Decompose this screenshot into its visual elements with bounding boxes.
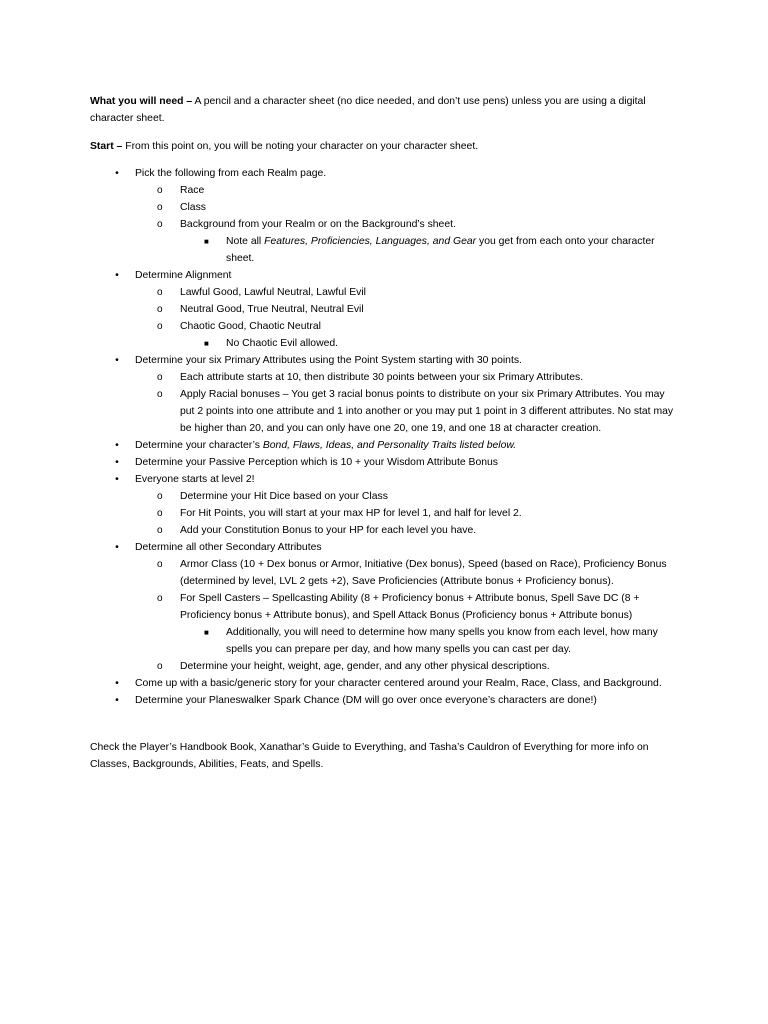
steps-list (90, 165, 680, 709)
list-item-traits (90, 437, 680, 454)
list-item-story (90, 675, 680, 692)
spell-sublist (180, 624, 680, 658)
circle-marker: o (157, 372, 163, 383)
bullet-marker: • (115, 695, 119, 706)
story-text: Come up with a basic/generic story for your character centered around your Realm, Race, Class, and Background. (135, 678, 662, 689)
no-chaotic-evil-text: No Chaotic Evil allowed. (226, 338, 339, 349)
spells-known-text: Additionally, you will need to determine how many spells you know from each level, how many spells you can prepare per day, and how many spells you can cast per day. (226, 627, 658, 655)
pick-text: Pick the following from each Realm page. (135, 168, 327, 179)
circle-marker: o (157, 508, 163, 519)
list-item-level (90, 471, 680, 539)
chaotic-sublist (180, 335, 680, 352)
spark-text: Determine your Planeswalker Spark Chance (DM will go over once everyone’s characters are done!) (135, 695, 597, 706)
bullet-marker: • (115, 678, 119, 689)
hit-dice-text: Determine your Hit Dice based on your Class (180, 491, 388, 502)
square-marker: ■ (204, 237, 209, 246)
circle-marker: o (157, 491, 163, 502)
list-item-physical (135, 658, 680, 675)
list-item-attributes (90, 352, 680, 437)
circle-marker: o (157, 389, 163, 400)
list-item-spells-known (180, 624, 680, 658)
traits-emphasis: Bond, Flaws, Ideas, and Personality Traits listed below. (262, 440, 517, 451)
attributes-sublist (135, 369, 680, 437)
square-marker: ■ (204, 339, 209, 348)
list-item-hit-dice (135, 488, 680, 505)
secondary-text: Determine all other Secondary Attributes (135, 542, 322, 553)
list-item-spell-casters (135, 590, 680, 658)
pick-sublist (135, 182, 680, 267)
note-emphasis: Features, Proficiencies, Languages, and Gear (264, 236, 477, 247)
start-text: From this point on, you will be noting your character on your character sheet. (122, 141, 479, 152)
bullet-marker: • (115, 457, 119, 468)
circle-marker: o (157, 321, 163, 332)
class-text: Class (180, 202, 206, 213)
circle-marker: o (157, 219, 163, 230)
note-pre: Note all (226, 236, 265, 247)
start-label: Start – (90, 141, 123, 152)
background-text: Background from your Realm or on the Background’s sheet. (180, 219, 456, 230)
list-item-hit-points (135, 505, 680, 522)
spell-casters-text: For Spell Casters – Spellcasting Ability (8 + Proficiency bonus + Attribute bonus, Spell Save DC (8 + Proficiency bonus + Attribute bonus), and Spell Attack Bonus (Proficiency bonus + Attribute bonus) (180, 593, 640, 621)
attributes-text: Determine your six Primary Attributes using the Point System starting with 30 points. (135, 355, 522, 366)
square-marker: ■ (204, 628, 209, 637)
list-item-background (135, 216, 680, 267)
bullet-marker: • (115, 168, 119, 179)
circle-marker: o (157, 304, 163, 315)
each-attribute-text: Each attribute starts at 10, then distribute 30 points between your six Primary Attributes. (180, 372, 584, 383)
secondary-sublist (135, 556, 680, 675)
list-item-no-chaotic-evil (180, 335, 680, 352)
bullet-marker: • (115, 355, 119, 366)
list-item-each-attribute (135, 369, 680, 386)
lawful-text: Lawful Good, Lawful Neutral, Lawful Evil (180, 287, 366, 298)
list-item-secondary (90, 539, 680, 675)
list-item-alignment (90, 267, 680, 352)
circle-marker: o (157, 661, 163, 672)
list-item-constitution (135, 522, 680, 539)
circle-marker: o (157, 287, 163, 298)
level-sublist (135, 488, 680, 539)
traits-pre: Determine your character’s (135, 440, 263, 451)
list-item-armor-class (135, 556, 680, 590)
list-item-note-all (180, 233, 680, 267)
list-item-racial-bonus (135, 386, 680, 437)
constitution-text: Add your Constitution Bonus to your HP for each level you have. (180, 525, 477, 536)
circle-marker: o (157, 202, 163, 213)
list-item-race (135, 182, 680, 199)
bullet-marker: • (115, 270, 119, 281)
list-item-chaotic (135, 318, 680, 352)
bullet-marker: • (115, 474, 119, 485)
list-item-lawful (135, 284, 680, 301)
circle-marker: o (157, 593, 163, 604)
armor-class-text: Armor Class (10 + Dex bonus or Armor, Initiative (Dex bonus), Speed (based on Race), Proficiency Bonus (determined by level, LVL 2 gets +2), Save Proficiencies (Attribute bonus + Proficiency bonus). (180, 559, 667, 587)
list-item-perception (90, 454, 680, 471)
list-item-neutral (135, 301, 680, 318)
bullet-marker: • (115, 440, 119, 451)
alignment-text: Determine Alignment (135, 270, 232, 281)
bullet-marker: • (115, 542, 119, 553)
circle-marker: o (157, 525, 163, 536)
list-item-spark (90, 692, 680, 709)
closing-paragraph: Check the Player’s Handbook Book, Xanathar’s Guide to Everything, and Tasha’s Cauldron of Everything for more info on Classes, Backgrounds, Abilities, Feats, and Spells. (90, 742, 649, 770)
what-you-need-paragraph (90, 93, 680, 127)
racial-bonus-text: Apply Racial bonuses – You get 3 racial bonus points to distribute on your six Primary Attributes. You may put 2 points into one attribute and 1 into another or you may put 1 point in 3 different attributes. No stat may be higher than 20, and you can only have one 20, one 19, and one 18 at character creation. (180, 389, 674, 434)
alignment-sublist (135, 284, 680, 352)
circle-marker: o (157, 185, 163, 196)
circle-marker: o (157, 559, 163, 570)
level-text: Everyone starts at level 2! (135, 474, 255, 485)
physical-text: Determine your height, weight, age, gender, and any other physical descriptions. (180, 661, 550, 672)
document-body (90, 93, 680, 773)
list-item-pick (90, 165, 680, 267)
start-paragraph (90, 138, 680, 155)
perception-text: Determine your Passive Perception which is 10 + your Wisdom Attribute Bonus (135, 457, 498, 468)
hit-points-text: For Hit Points, you will start at your max HP for level 1, and half for level 2. (180, 508, 522, 519)
note-post: you get from each onto your character sheet. (226, 236, 655, 264)
race-text: Race (180, 185, 205, 196)
what-you-need-label: What you will need – (90, 96, 193, 107)
neutral-text: Neutral Good, True Neutral, Neutral Evil (180, 304, 364, 315)
what-you-need-text: A pencil and a character sheet (no dice needed, and don’t use pens) unless you are using a digital character sheet. (90, 96, 646, 124)
chaotic-text: Chaotic Good, Chaotic Neutral (180, 321, 321, 332)
list-item-class (135, 199, 680, 216)
background-sublist (180, 233, 680, 267)
